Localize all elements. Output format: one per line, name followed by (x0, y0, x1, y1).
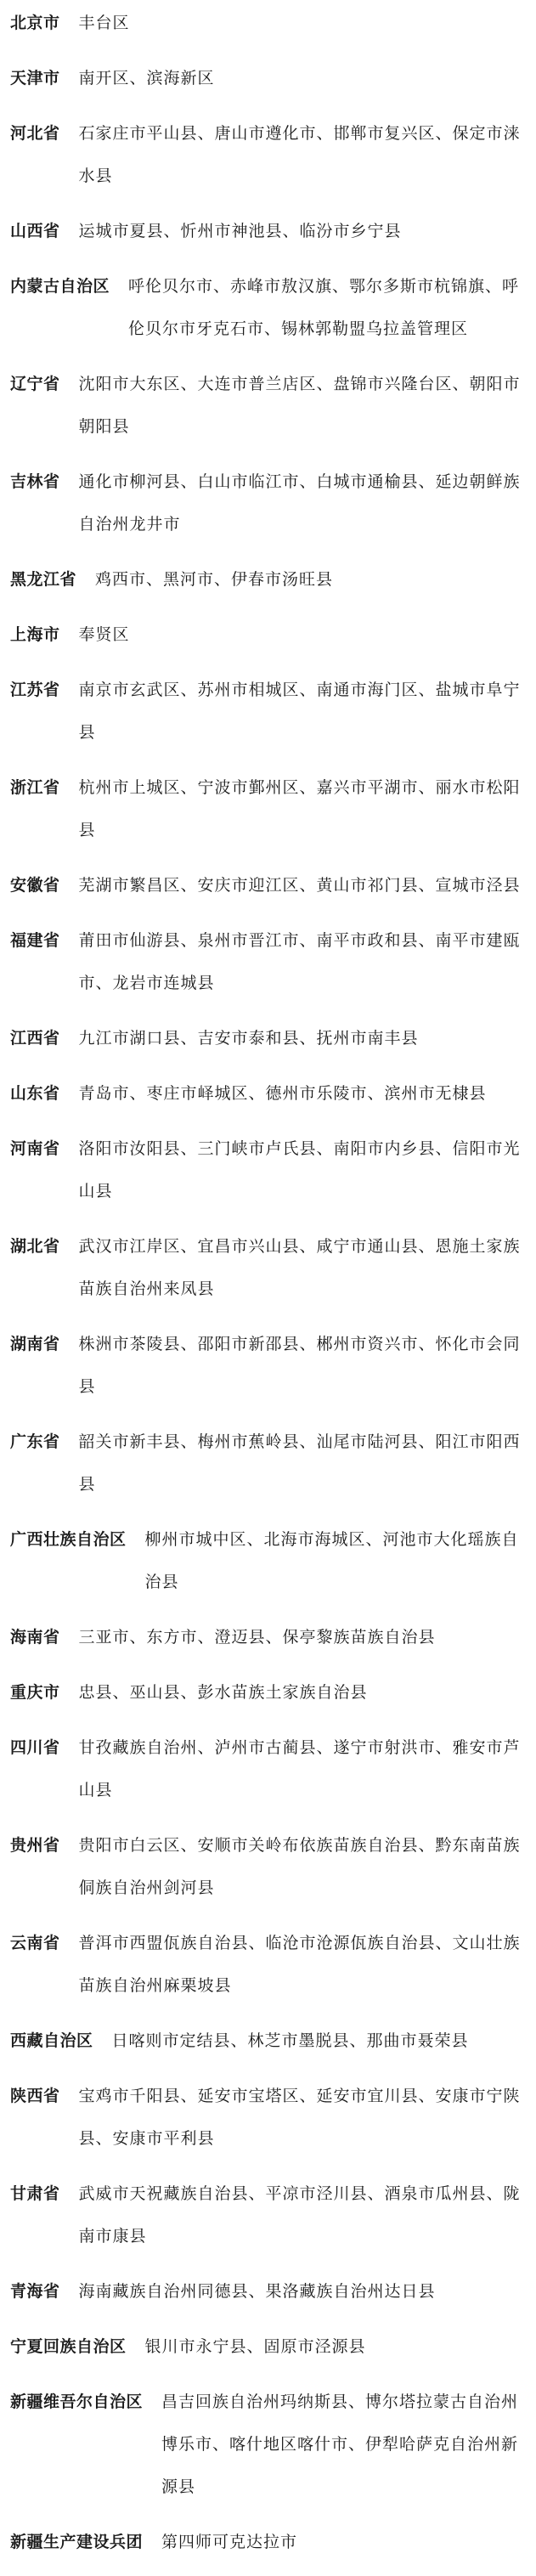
area-list: 南开区、滨海新区 (78, 69, 215, 88)
region-row (10, 1824, 528, 1909)
region-row (10, 1616, 528, 1658)
region-row (10, 1017, 528, 1059)
province-name: 新疆维吾尔自治区 (10, 2392, 144, 2411)
province-name: 宁夏回族自治区 (10, 2337, 127, 2356)
province-name: 山西省 (10, 222, 60, 240)
region-row (10, 1518, 528, 1603)
province-name: 安徽省 (10, 876, 60, 895)
province-name: 浙江省 (10, 778, 60, 797)
province-name: 江西省 (10, 1029, 60, 1048)
area-list: 呼伦贝尔市、赤峰市敖汉旗、鄂尔多斯市杭锦旗、呼伦贝尔市牙克石市、锡林郭勒盟乌拉盖管理区 (128, 277, 520, 338)
province-name: 黑龙江省 (10, 570, 77, 589)
region-row (10, 112, 528, 197)
region-row (10, 1323, 528, 1408)
province-name: 内蒙古自治区 (10, 277, 110, 296)
province-name: 广西壮族自治区 (10, 1530, 127, 1549)
province-name: 湖北省 (10, 1237, 60, 1256)
province-name: 河北省 (10, 124, 60, 143)
area-list: 奉贤区 (78, 625, 130, 644)
area-list: 沈阳市大东区、大连市普兰店区、盘锦市兴隆台区、朝阳市朝阳县 (78, 375, 521, 436)
area-list: 银川市永宁县、固原市泾源县 (144, 2337, 366, 2356)
province-name: 海南省 (10, 1628, 60, 1647)
province-name: 四川省 (10, 1738, 60, 1757)
area-list: 洛阳市汝阳县、三门峡市卢氏县、南阳市内乡县、信阳市光山县 (78, 1139, 521, 1200)
region-row (10, 57, 528, 99)
province-name: 福建省 (10, 931, 60, 950)
region-row (10, 2270, 528, 2313)
area-list: 忠县、巫山县、彭水苗族土家族自治县 (78, 1683, 368, 1702)
area-list: 三亚市、东方市、澄迈县、保亭黎族苗族自治县 (78, 1628, 436, 1647)
area-list: 柳州市城中区、北海市海城区、河池市大化瑶族自治县 (144, 1530, 519, 1591)
area-list: 普洱市西盟佤族自治县、临沧市沧源佤族自治县、文山壮族苗族自治州麻栗坡县 (78, 1934, 521, 1995)
area-list: 株洲市茶陵县、邵阳市新邵县、郴州市资兴市、怀化市会同县 (78, 1335, 521, 1396)
region-row (10, 2325, 528, 2368)
region-row (10, 1421, 528, 1505)
area-list: 通化市柳河县、白山市临江市、白城市通榆县、延边朝鲜族自治州龙井市 (78, 472, 521, 534)
province-name: 贵州省 (10, 1836, 60, 1855)
region-row (10, 669, 528, 754)
region-row (10, 864, 528, 907)
province-name: 吉林省 (10, 472, 60, 491)
province-name: 甘肃省 (10, 2184, 60, 2203)
region-row (10, 2381, 528, 2508)
region-row (10, 2020, 528, 2062)
province-name: 江苏省 (10, 681, 60, 699)
region-row (10, 1225, 528, 1310)
region-row (10, 210, 528, 252)
province-name: 河南省 (10, 1139, 60, 1158)
region-row (10, 1922, 528, 2007)
province-name: 上海市 (10, 625, 60, 644)
region-row (10, 363, 528, 448)
area-list: 运城市夏县、忻州市神池县、临汾市乡宁县 (78, 222, 402, 240)
area-list: 鸡西市、黑河市、伊春市汤旺县 (95, 570, 334, 589)
region-row (10, 2075, 528, 2160)
area-list: 贵阳市白云区、安顺市关岭布依族苗族自治县、黔东南苗族侗族自治州剑河县 (78, 1836, 521, 1897)
province-name: 陕西省 (10, 2087, 60, 2105)
region-list (10, 2, 528, 2576)
area-list: 甘孜藏族自治州、泸州市古蔺县、遂宁市射洪市、雅安市芦山县 (78, 1738, 521, 1799)
region-row (10, 558, 528, 601)
area-list: 九江市湖口县、吉安市泰和县、抚州市南丰县 (78, 1029, 419, 1048)
province-name: 云南省 (10, 1934, 60, 1952)
province-name: 北京市 (10, 14, 60, 32)
area-list: 武威市天祝藏族自治县、平凉市泾川县、酒泉市瓜州县、陇南市康县 (78, 2184, 521, 2246)
area-list: 莆田市仙游县、泉州市晋江市、南平市政和县、南平市建瓯市、龙岩市连城县 (78, 931, 521, 992)
province-name: 湖南省 (10, 1335, 60, 1353)
region-row (10, 613, 528, 656)
province-name: 广东省 (10, 1432, 60, 1451)
province-name: 重庆市 (10, 1683, 60, 1702)
region-row (10, 1127, 528, 1212)
region-row (10, 2172, 528, 2257)
area-list: 南京市玄武区、苏州市相城区、南通市海门区、盐城市阜宁县 (78, 681, 521, 742)
area-list: 芜湖市繁昌区、安庆市迎江区、黄山市祁门县、宣城市泾县 (78, 876, 521, 895)
area-list: 青岛市、枣庄市峄城区、德州市乐陵市、滨州市无棣县 (78, 1084, 487, 1103)
region-row (10, 265, 528, 350)
region-row (10, 460, 528, 545)
region-row (10, 1671, 528, 1714)
region-row (10, 766, 528, 851)
province-name: 新疆生产建设兵团 (10, 2533, 144, 2551)
area-list: 韶关市新丰县、梅州市蕉岭县、汕尾市陆河县、阳江市阳西县 (78, 1432, 521, 1494)
area-list: 杭州市上城区、宁波市鄞州区、嘉兴市平湖市、丽水市松阳县 (78, 778, 521, 839)
area-list: 丰台区 (78, 14, 130, 32)
area-list: 昌吉回族自治州玛纳斯县、博尔塔拉蒙古自治州博乐市、喀什地区喀什市、伊犁哈萨克自治州新源县 (161, 2392, 519, 2496)
province-name: 山东省 (10, 1084, 60, 1103)
province-name: 青海省 (10, 2282, 60, 2301)
province-name: 天津市 (10, 69, 60, 88)
region-row (10, 2, 528, 44)
area-list: 武汉市江岸区、宜昌市兴山县、咸宁市通山县、恩施土家族苗族自治州来凤县 (78, 1237, 521, 1298)
region-row (10, 919, 528, 1004)
area-list: 日喀则市定结县、林芝市墨脱县、那曲市聂荣县 (111, 2031, 469, 2050)
province-name: 西藏自治区 (10, 2031, 93, 2050)
area-list: 宝鸡市千阳县、延安市宝塔区、延安市宜川县、安康市宁陕县、安康市平利县 (78, 2087, 521, 2148)
province-name: 辽宁省 (10, 375, 60, 393)
area-list: 海南藏族自治州同德县、果洛藏族自治州达日县 (78, 2282, 436, 2301)
area-list: 石家庄市平山县、唐山市遵化市、邯郸市复兴区、保定市涞水县 (78, 124, 521, 185)
region-row (10, 2521, 528, 2563)
region-row (10, 1726, 528, 1811)
region-row (10, 1072, 528, 1115)
area-list: 第四师可克达拉市 (161, 2533, 298, 2551)
